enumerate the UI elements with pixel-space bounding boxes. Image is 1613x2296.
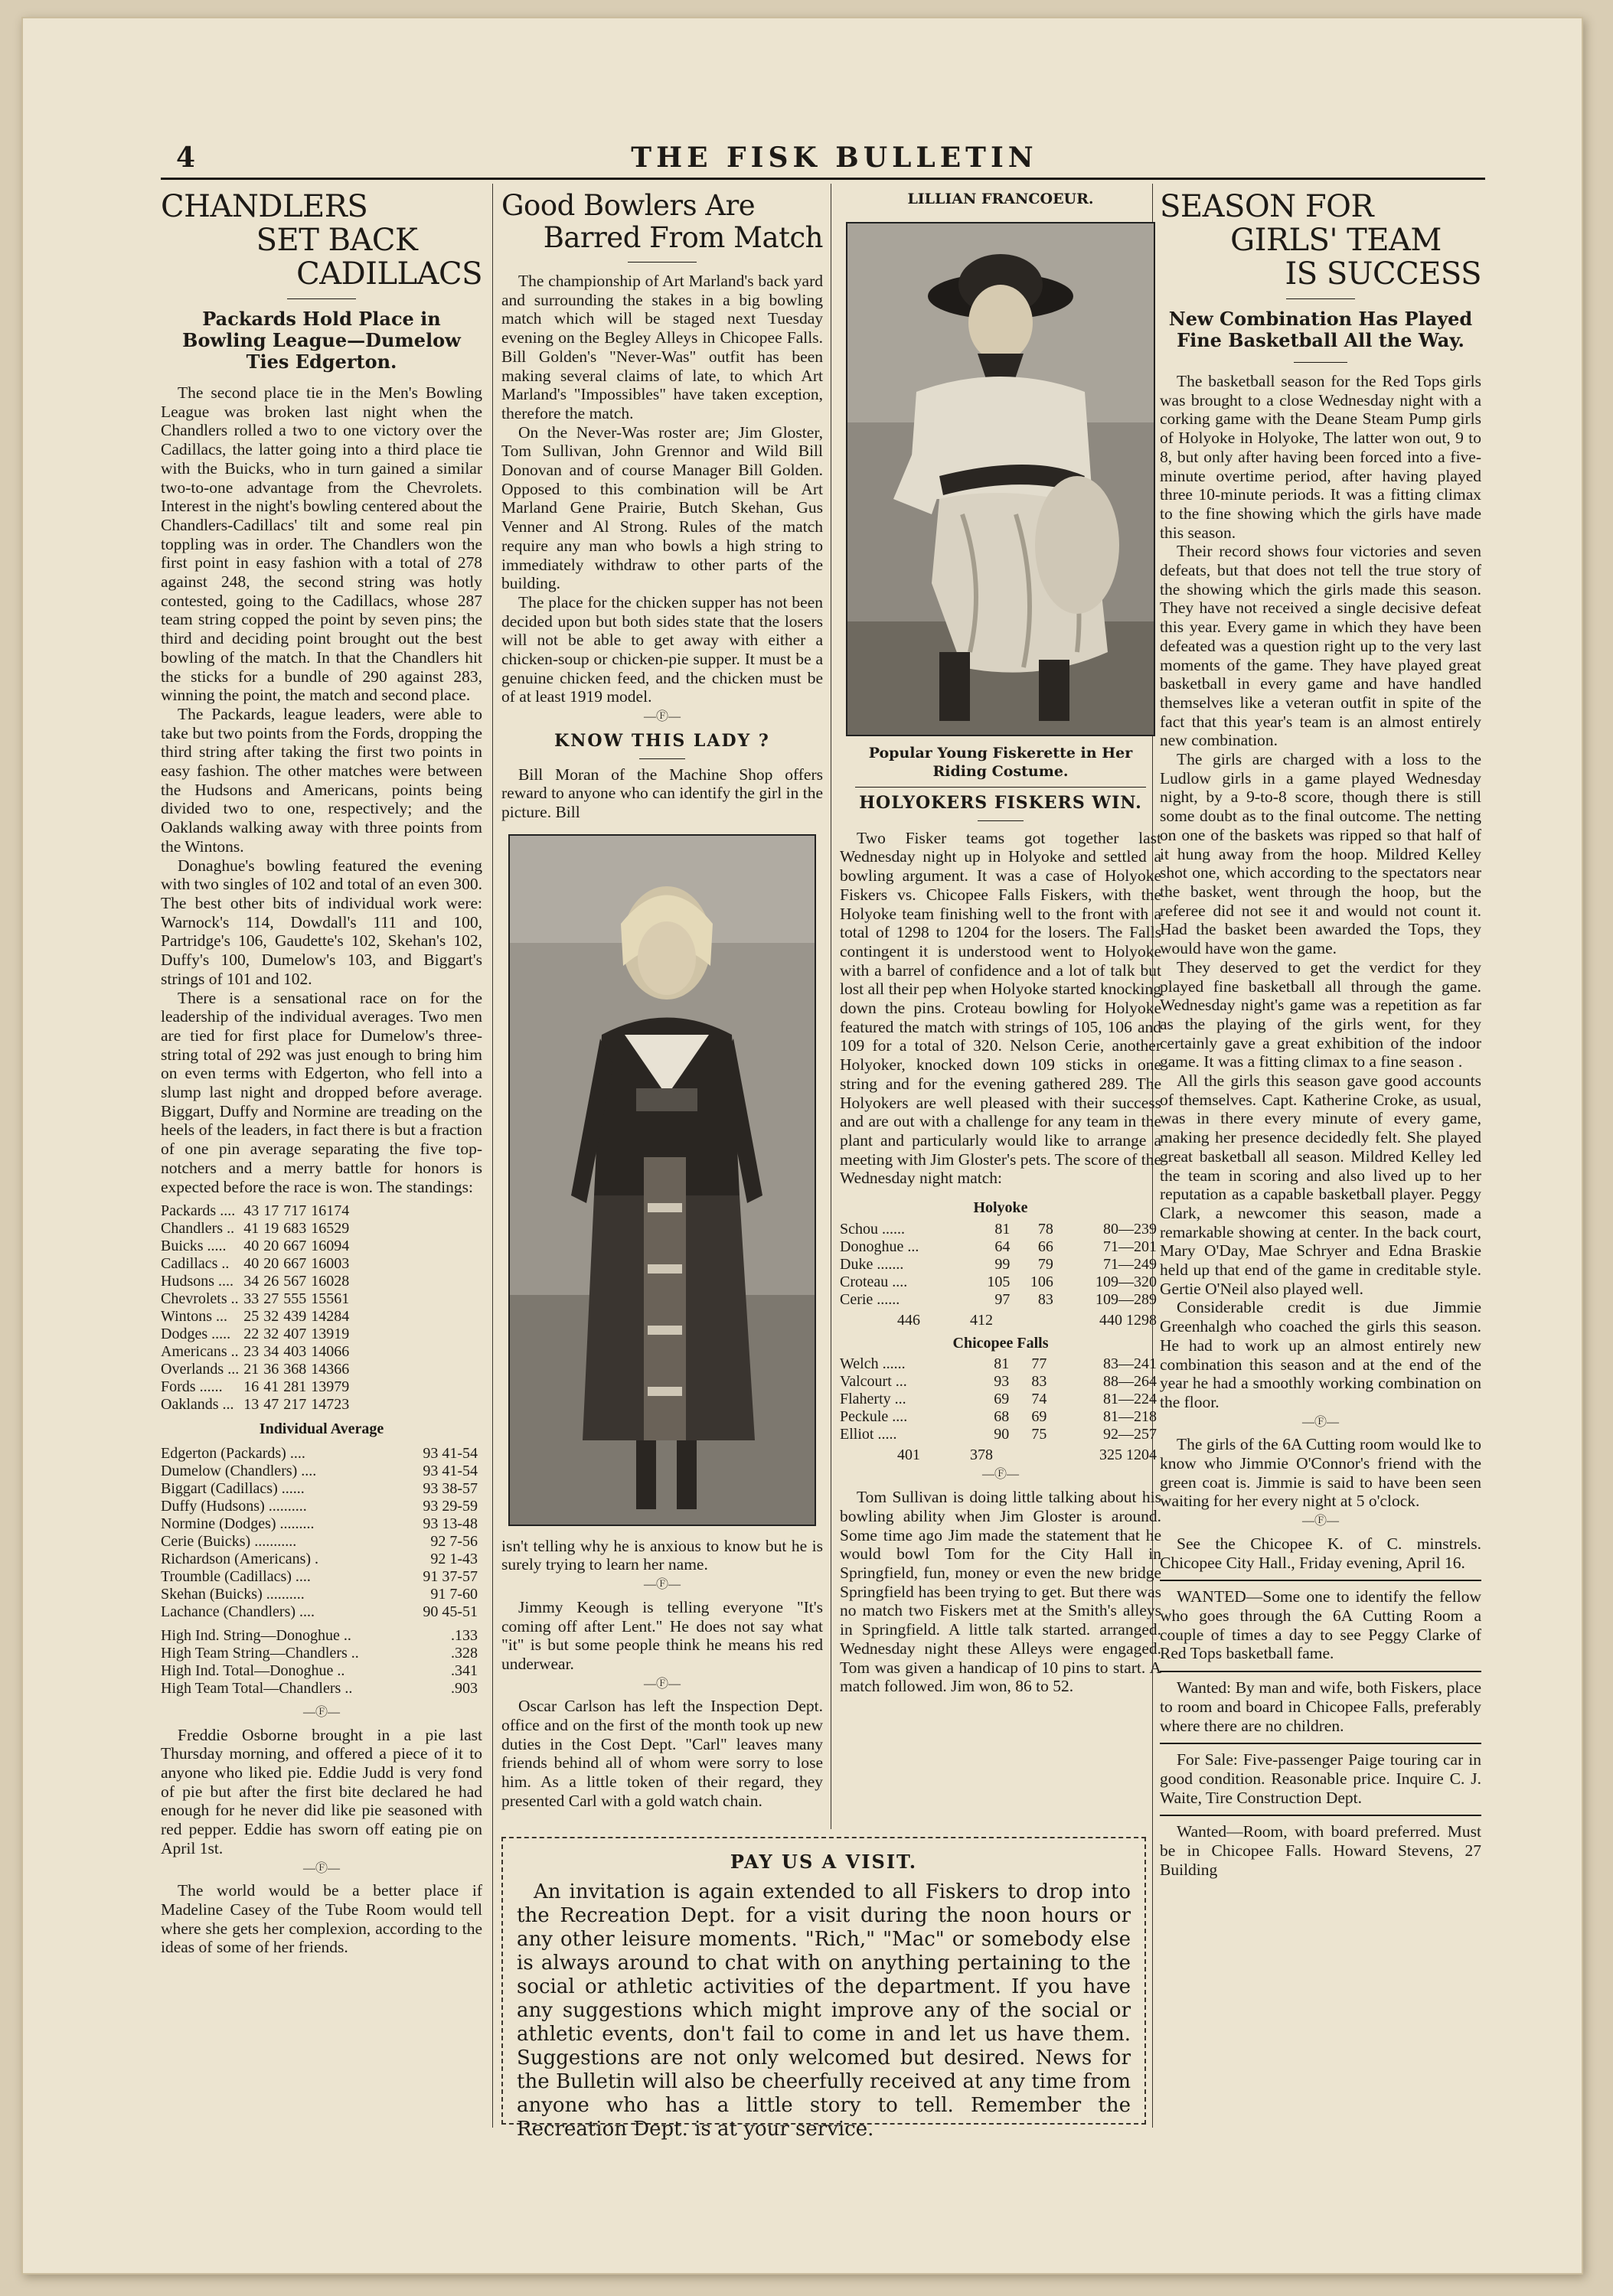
high-scores-table — [161, 1627, 482, 1698]
individual-row — [161, 1480, 482, 1498]
table-cell: 34 — [243, 1273, 260, 1290]
separator: —Ⓕ— — [1301, 1515, 1339, 1528]
table-cell: Elliot ..... — [840, 1426, 897, 1443]
headline-line: SEASON FOR — [1160, 189, 1374, 224]
table-cell: 93 29-59 — [423, 1497, 478, 1515]
table-cell: 32 — [263, 1326, 279, 1343]
score-row — [840, 1256, 1161, 1274]
table-cell: 412 — [970, 1311, 994, 1329]
divider — [1294, 362, 1347, 363]
table-cell: 41 — [243, 1220, 260, 1238]
holyokers-heading: HOLYOKERS FISKERS WIN. — [859, 793, 1142, 813]
table-cell: Croteau .... — [840, 1273, 908, 1290]
table-cell — [840, 1446, 852, 1464]
headline-line: CHANDLERS — [161, 189, 368, 224]
classified-ad — [1160, 1815, 1481, 1879]
table-cell: Richardson (Americans) . — [161, 1550, 319, 1567]
table-cell: 32 — [263, 1308, 279, 1326]
table-cell: Valcourt ... — [840, 1373, 907, 1391]
table-cell: .328 — [451, 1644, 478, 1662]
table-cell: 567 — [283, 1273, 307, 1290]
article-paragraph: They deserved to get the verdict for they played fine basketball all through the game. Wednesday night's game was a repetition as far as the playing of the girls went, for they certainly gave a great exhibition of the indoor game. It was a fitting climax to a fine season . — [1160, 957, 1481, 1071]
table-cell: 83 — [1037, 1290, 1053, 1308]
table-cell: 407 — [283, 1326, 307, 1343]
headline-line: GIRLS' TEAM — [1230, 223, 1442, 258]
ad-text: Wanted—Room, with board preferred. Must be in Chicopee Falls. Howard Stevens, 27 Building — [1160, 1822, 1481, 1879]
standings-row — [161, 1255, 354, 1273]
standings-row — [161, 1396, 354, 1414]
individual-row — [161, 1568, 482, 1586]
divider — [287, 298, 356, 299]
photo-title: LILLIAN FRANCOEUR. — [907, 191, 1094, 207]
table-cell: Buicks ..... — [161, 1238, 227, 1255]
table-cell: High Team String—Chandlers .. — [161, 1644, 359, 1662]
article-paragraph: The second place tie in the Men's Bowling League was broken last night when the Chandlers rolled a two to one victory over the Cadillacs, the latter going into a third place tie with the Buicks, who in turn gained a similar two-to-one advantage from the Chevrolets. Interest in the night's bowling centered about the Chandlers-Cadillacs' tilt and some real pin toppling was in order. The Chandlers won the first point in easy fashion with a total of 278 against 248, the second string was hotly contested, going to the Cadillacs, whose 287 team string copped the point by seven pins; the third and deciding point brought out the best bowling of the match. In that the Chandlers hit the sticks for a bundle of 290 against 283, winning the point, the match and second place. — [161, 383, 482, 705]
article-paragraph: There is a sensational race on for the leadership of the individual averages. Two men are tied for first place for Dumelow's three-string total of 292 was just enough to bring him on even terms with Edgerton, who fell into a slump last night and dropped before average. Biggart, Duffy and Normine are treading on the heels of the leaders, in fact there is but a fraction of one pin average separating the five top-notchers and a merry battle for honors is expected before the race is won. The standings: — [161, 988, 482, 1196]
cutting-room-item: The girls of the 6A Cutting room would lke to know who Jimmie O'Connor's friend with the green coat is. Jimmie is said to have been seen waiting for her every night at 5 o'clock. — [1160, 1435, 1481, 1511]
headline-line: Barred From Match — [543, 221, 823, 254]
classified-ad — [1160, 1580, 1481, 1663]
table-cell: 22 — [243, 1326, 260, 1343]
standings-row — [161, 1290, 354, 1308]
standings-row — [161, 1361, 354, 1378]
table-cell: 667 — [283, 1255, 307, 1273]
divider — [978, 820, 1024, 821]
table-cell: 717 — [283, 1202, 307, 1220]
table-cell: 97 — [994, 1290, 1011, 1308]
individual-row — [161, 1515, 482, 1533]
chicopee-totals — [840, 1446, 1161, 1464]
table-cell: 106 — [1030, 1273, 1053, 1290]
mystery-lady-photo — [508, 834, 816, 1526]
table-cell: Packards .... — [161, 1202, 236, 1220]
season-headline — [1160, 190, 1481, 291]
article-paragraph: The place for the chicken supper has not been decided upon but both sides state that the losers will not be able to get away with either a chicken-soup or chicken-pie supper. It must be a genuine chicken feed, and the chicken must be of at least 1919 model. — [501, 592, 823, 706]
lady-photo-image — [510, 836, 815, 1525]
table-cell: Duffy (Hudsons) .......... — [161, 1497, 307, 1515]
individual-average-heading: Individual Average — [259, 1420, 384, 1438]
table-cell: .341 — [451, 1662, 478, 1679]
table-cell: 16094 — [311, 1238, 350, 1255]
table-cell: 325 1204 — [1099, 1446, 1157, 1464]
know-this-lady-heading: KNOW THIS LADY ? — [554, 730, 770, 751]
table-cell: 81 — [994, 1220, 1011, 1238]
table-cell: 43 — [243, 1202, 260, 1220]
table-cell: Lachance (Chandlers) .... — [161, 1603, 315, 1620]
table-cell: Peckule .... — [840, 1408, 908, 1426]
article-paragraph: The basketball season for the Red Tops girls was brought to a close Wednesday night with a corking game with the Deane Steam Pump girls of Holyoke in Holyoke, The latter won out, 9 to 8, but only after having been forced into a five-minute overtime period, after having played three 10-minute periods. It was a fitting climax to the fine showing which the girls have made this season. — [1160, 372, 1481, 542]
table-cell: 14723 — [311, 1396, 350, 1414]
table-cell: Troumble (Cadillacs) .... — [161, 1567, 311, 1585]
classified-ad — [1160, 1671, 1481, 1735]
masthead — [176, 142, 1493, 177]
table-cell: 16003 — [311, 1255, 350, 1273]
separator: —Ⓕ— — [643, 1578, 681, 1592]
table-cell: 20 — [263, 1255, 279, 1273]
table-cell: 34 — [263, 1343, 279, 1361]
table-cell: 93 — [994, 1373, 1010, 1391]
column-rule — [492, 184, 493, 2128]
score-row — [840, 1274, 1161, 1291]
chandlers-headline — [161, 190, 482, 291]
article-paragraph: Their record shows four victories and seven defeats, but that does not tell the true story of the showing which the girls made this season. They have not received a single decisive defeat this year. Every game in which they have been defeated was a question right up to the very last moments of the game. They have played great basketball in every game and have handled themselves like a veteran outfit in spite of the fact that this year's team is an almost entirely new combination. — [1160, 542, 1481, 750]
table-cell: 17 — [263, 1202, 279, 1220]
table-cell: 13 — [243, 1396, 260, 1414]
score-row — [840, 1373, 1161, 1391]
standings-row — [161, 1273, 354, 1290]
table-cell: 80—239 — [1103, 1220, 1157, 1238]
table-cell: 81—224 — [1103, 1391, 1157, 1408]
classified-ad — [1160, 1743, 1481, 1807]
table-cell: 555 — [283, 1290, 307, 1308]
team-standings-table — [161, 1202, 354, 1414]
column-2 — [501, 184, 823, 1811]
keough-item: Jimmy Keough is telling everyone "It's coming off after Lent." He does not say what "it" is but some people think he means his red underwear. — [501, 1597, 823, 1673]
season-subhead: New Combination Has Played Fine Basketball All the Way. — [1168, 308, 1473, 351]
table-cell: Welch ...... — [840, 1355, 906, 1373]
table-cell: Cadillacs .. — [161, 1255, 230, 1273]
table-cell: 71—249 — [1103, 1255, 1157, 1273]
table-cell: 33 — [243, 1290, 260, 1308]
standings-row — [161, 1326, 354, 1343]
article-paragraph: Donaghue's bowling featured the evening with two singles of 102 and total of an even 300. The best other bits of individual work were: Warnock's 114, Dowdall's 111 and 100, Partridge's 106, Gaudette's 102, Skehan's 102, Duffy's 100, Dumelow's 103, and Biggart's strings of 101 and 102. — [161, 856, 482, 988]
publication-title: THE FISK BULLETIN — [631, 142, 1038, 174]
table-cell: 20 — [263, 1238, 279, 1255]
table-cell: 41 — [263, 1378, 279, 1396]
table-cell: 40 — [243, 1238, 260, 1255]
article-paragraph: Two Fisker teams got together last Wednesday night up in Holyoke and settled a bowling argument. It was a case of Holyoke Fiskers vs. Chicopee Falls Fiskers, with the Holyoke team finishing well to the front with a total of 1298 to 1204 for the losers. The Falls contingent it is understood went to Holyoke with a barrel of confidence and a lot of talk but lost all their pep when Holyoke started knocking down the pins. Croteau bowling for Holyoke featured the match with strings of 105, 106 and 109 for a total of 320. Nelson Cerie, another Holyoker, knocked down 109 sticks in one string and for the evening gathered 289. The Holyokers are well pleased with their success and are out with a challenge for any team in the plant and particularly would like to arrange a meeting with Jim Gloster's pets. The score of the Wednesday night match: — [840, 828, 1161, 1188]
visit-text: An invitation is again extended to all Fiskers to drop into the Recreation Dept. for a visit during the noon hours or any other leisure moments. "Rich," "Mac" or somebody else is always around to chat with on anything pertaining to the social or athletic activities of the department. If you have any suggestions which might improve any of the social or athletic events, don't fail to come in and let us have them. Suggestions are not only welcomed but desired. News for the Bulletin will also be cheerfully received at any time from anyone who has a little story to tell. Remember the Recreation Dept. is at your service. — [517, 1880, 1131, 2141]
total-row — [840, 1446, 1161, 1464]
headline-line: CADILLACS — [296, 256, 482, 292]
individual-row — [161, 1463, 482, 1480]
table-cell: 109—289 — [1095, 1290, 1157, 1308]
score-row — [840, 1426, 1161, 1443]
table-cell: 83—241 — [1103, 1355, 1157, 1373]
divider — [855, 787, 1146, 788]
holyoke-heading: Holyoke — [973, 1199, 1028, 1217]
table-cell: 439 — [283, 1308, 307, 1326]
table-cell: 83 — [1031, 1373, 1047, 1391]
lillian-francoeur-photo — [846, 222, 1155, 736]
table-cell: Flaherty ... — [840, 1391, 906, 1408]
article-paragraph: The Packards, league leaders, were able to take but two points from the Fords, dropping the third string after taking the first two points in easy fashion. The other matches were between the Hudsons and Americans, points being divided two to one, respectively; and the Oaklands walking away with three points from the Wintons. — [161, 704, 482, 856]
separator: —Ⓕ— — [981, 1468, 1019, 1482]
table-cell: 217 — [283, 1396, 307, 1414]
headline-line: SET BACK — [256, 223, 418, 258]
column-3 — [840, 184, 1161, 1696]
article-paragraph: Bill Moran of the Machine Shop offers reward to anyone who can identify the girl in the picture. Bill — [501, 765, 823, 821]
table-cell: 16174 — [311, 1202, 350, 1220]
table-cell: 91 37-57 — [423, 1567, 478, 1585]
article-paragraph: isn't telling why he is anxious to know but he is surely trying to learn her name. — [501, 1536, 823, 1574]
table-cell: Oaklands ... — [161, 1396, 234, 1414]
table-cell: Dumelow (Chandlers) .... — [161, 1462, 317, 1479]
table-cell: .133 — [451, 1626, 478, 1644]
table-cell: High Ind. Total—Donoghue .. — [161, 1662, 345, 1679]
table-cell: 36 — [263, 1361, 279, 1378]
table-cell: Normine (Dodges) ......... — [161, 1515, 315, 1532]
standings-row — [161, 1238, 354, 1255]
table-cell: 440 1298 — [1099, 1311, 1157, 1329]
chicopee-score-table — [840, 1355, 1161, 1443]
separator: —Ⓕ— — [302, 1705, 340, 1719]
table-cell: Schou ...... — [840, 1220, 905, 1238]
article-paragraph: On the Never-Was roster are; Jim Gloster, Tom Sullivan, John Grennor and Wild Bill Donovan and of course Manager Bill Golden. Opposed to this combination will be Art Marland Gene Prairie, Butch Skehan, Gus Venner and Al Strong. Rules of the match require any man who bowls a high string to immediately withdraw to other parts of the building. — [501, 422, 823, 593]
table-cell: 93 13-48 — [423, 1515, 478, 1532]
table-cell: 91 7-60 — [430, 1585, 478, 1603]
standings-row — [161, 1378, 354, 1396]
standings-row — [161, 1202, 354, 1220]
table-cell: 47 — [263, 1396, 279, 1414]
page-number: 4 — [176, 142, 196, 174]
table-cell: Hudsons .... — [161, 1273, 234, 1290]
headline-line: IS SUCCESS — [1285, 256, 1481, 292]
table-cell: Chandlers .. — [161, 1220, 235, 1238]
separator: —Ⓕ— — [643, 710, 681, 724]
score-row — [840, 1355, 1161, 1373]
article-paragraph: Considerable credit is due Jimmie Greenhalgh who coached the girls this season. He had to work up an almost entirely new combination this season and at the end of the year he had a smoothly working combination on the floor. — [1160, 1298, 1481, 1411]
ad-text: Wanted: By man and wife, both Fiskers, place to room and board in Chicopee Falls, preferably where there are no children. — [1160, 1678, 1481, 1735]
table-cell: 378 — [970, 1446, 994, 1464]
total-row — [840, 1312, 1161, 1329]
table-cell: Americans .. — [161, 1343, 239, 1361]
table-cell: 403 — [283, 1343, 307, 1361]
table-cell: 90 — [994, 1426, 1010, 1443]
score-row — [840, 1291, 1161, 1309]
table-cell: 93 38-57 — [423, 1479, 478, 1497]
holyoke-totals — [840, 1312, 1161, 1329]
table-cell: 13979 — [311, 1378, 350, 1396]
table-cell: Cerie ...... — [840, 1290, 900, 1308]
table-cell: 69 — [1031, 1408, 1047, 1426]
individual-row — [161, 1533, 482, 1551]
separator: —Ⓕ— — [643, 1677, 681, 1691]
table-cell: High Ind. String—Donoghue .. — [161, 1626, 351, 1644]
table-cell: 81 — [994, 1355, 1010, 1373]
ad-text: WANTED—Some one to identify the fellow who goes through the 6A Cutting Room a couple of times a day to see Peggy Clarke of Red Tops basketball fame. — [1160, 1587, 1481, 1663]
table-cell: Edgerton (Packards) .... — [161, 1444, 305, 1462]
minstrels-item: See the Chicopee K. of C. minstrels. Chicopee City Hall., Friday evening, April 16. — [1160, 1534, 1481, 1572]
high-score-row — [161, 1662, 482, 1680]
freddie-item: Freddie Osborne brought in a pie last Thursday morning, and offered a piece of it to anyone who liked pie. Eddie Judd is very fond of pie but after the first bite declared he had enough for he never did like pie seasoned with red pepper. Eddie has sworn off eating pie on April 1st. — [161, 1725, 482, 1857]
table-cell: 66 — [1037, 1238, 1053, 1255]
individual-average-table — [161, 1445, 482, 1621]
table-cell: Duke ....... — [840, 1255, 904, 1273]
separator: —Ⓕ— — [302, 1861, 340, 1875]
table-cell: 281 — [283, 1378, 307, 1396]
table-cell: 19 — [263, 1220, 279, 1238]
table-cell: Biggart (Cadillacs) ...... — [161, 1479, 305, 1497]
article-paragraph: All the girls this season gave good accounts of themselves. Capt. Katherine Croke, as usual, was in there every minute of every game, making her presence decidedly felt. She played great basketball all season. Mildred Kelley led the team in scoring and also lived up to her reputation as a capable basketball player. Peggy Clark, a newcomer this season, made a remarkable showing at center. In the back court, Mary O'Day, Mae Schryer and Edna Braskie held up that end of the game in creditable style. Gertie O'Neil also played well. — [1160, 1071, 1481, 1298]
chicopee-heading: Chicopee Falls — [952, 1334, 1049, 1352]
table-cell: 13919 — [311, 1326, 350, 1343]
table-cell: 79 — [1037, 1255, 1053, 1273]
high-score-row — [161, 1627, 482, 1645]
table-cell: 16 — [243, 1378, 260, 1396]
column-1 — [161, 184, 482, 1957]
divider — [628, 262, 697, 263]
headline-line: Good Bowlers Are — [501, 189, 756, 222]
table-cell: Dodges ..... — [161, 1326, 231, 1343]
photo-caption: Popular Young Fiskerette in Her Riding Costume. — [868, 745, 1133, 780]
table-cell: 15561 — [311, 1290, 350, 1308]
table-cell: 78 — [1037, 1220, 1053, 1238]
divider — [1286, 298, 1355, 299]
table-cell: Fords ...... — [161, 1378, 223, 1396]
table-cell: Chevrolets .. — [161, 1290, 239, 1308]
table-cell: Donoghue ... — [840, 1238, 919, 1255]
madeline-item: The world would be a better place if Madeline Casey of the Tube Room would tell where she gets her complexion, according to the ideas of some of her friends. — [161, 1881, 482, 1957]
standings-row — [161, 1220, 354, 1238]
individual-row — [161, 1586, 482, 1603]
table-cell: 368 — [283, 1361, 307, 1378]
individual-row — [161, 1498, 482, 1515]
table-cell: 23 — [243, 1343, 260, 1361]
cowgirl-photo-image — [847, 223, 1154, 735]
standings-row — [161, 1343, 354, 1361]
table-cell: 667 — [283, 1238, 307, 1255]
high-score-row — [161, 1645, 482, 1662]
header-rule — [161, 178, 1485, 180]
standings-row — [161, 1308, 354, 1326]
table-cell: 105 — [987, 1273, 1011, 1290]
table-cell: 64 — [994, 1238, 1011, 1255]
table-cell: 92—257 — [1103, 1426, 1157, 1443]
score-row — [840, 1391, 1161, 1408]
table-cell: 99 — [994, 1255, 1011, 1273]
table-cell: 40 — [243, 1255, 260, 1273]
table-cell: 401 — [896, 1446, 920, 1464]
table-cell: 69 — [994, 1391, 1010, 1408]
score-row — [840, 1238, 1161, 1256]
visit-heading: PAY US A VISIT. — [730, 1851, 918, 1873]
table-cell: 92 7-56 — [430, 1532, 478, 1550]
table-cell — [840, 1312, 852, 1329]
individual-row — [161, 1445, 482, 1463]
table-cell: 14366 — [311, 1361, 350, 1378]
table-cell: Wintons ... — [161, 1308, 227, 1326]
holyoke-score-table — [840, 1221, 1161, 1309]
column-4 — [1160, 184, 1481, 1879]
table-cell: 25 — [243, 1308, 260, 1326]
table-cell: 16529 — [311, 1220, 350, 1238]
table-cell: 71—201 — [1103, 1238, 1157, 1255]
table-cell: 446 — [896, 1311, 920, 1329]
table-cell: 90 45-51 — [423, 1603, 478, 1620]
table-cell: 74 — [1031, 1391, 1047, 1408]
table-cell: 21 — [243, 1361, 260, 1378]
individual-row — [161, 1603, 482, 1621]
table-cell: 93 41-54 — [423, 1444, 478, 1462]
table-cell: 109—320 — [1095, 1273, 1157, 1290]
table-cell: 93 41-54 — [423, 1462, 478, 1479]
sullivan-item: Tom Sullivan is doing little talking about his bowling ability when Jim Gloster is around. Some time ago Jim made the statement that he would bowl Tom for the City Hall in Springfield, fun, money or even the new bridge Springfield has been trying to get. But there was no match two Fiskers met at the Smith's alleys in Springfield. A little talk started. arranged. Wednesday night these Alleys were engaged. Tom was given a handicap of 10 pins to start. A match followed. Jim won, 86 to 52. — [840, 1488, 1161, 1696]
table-cell: Overlands ... — [161, 1361, 240, 1378]
score-row — [840, 1221, 1161, 1238]
table-cell: 92 1-43 — [430, 1550, 478, 1567]
table-cell: Cerie (Buicks) ........... — [161, 1532, 297, 1550]
chandlers-subhead: Packards Hold Place in Bowling League—Dumelow Ties Edgerton. — [182, 308, 461, 373]
high-score-row — [161, 1680, 482, 1698]
table-cell: 68 — [994, 1408, 1010, 1426]
carlson-item: Oscar Carlson has left the Inspection Dept. office and on the first of the month took up new duties in the Cost Dept. "Carl" leaves many friends behind all of whom were sorry to lose him. As a little token of their regard, they presented Carl with a gold watch chain. — [501, 1697, 823, 1810]
table-cell: 77 — [1031, 1355, 1047, 1373]
table-cell: .903 — [451, 1679, 478, 1697]
table-cell: 88—264 — [1103, 1373, 1157, 1391]
table-cell: 14284 — [311, 1308, 350, 1326]
pay-us-a-visit-box — [501, 1837, 1146, 2141]
bowlers-headline — [501, 190, 823, 254]
article-paragraph: The girls are charged with a loss to the Ludlow girls in a game played Wednesday night, by a 9-to-8 score, though there is still some doubt as to the final outcome. The netting on one of the baskets was ripped so that half of it hung away from the hoop. Mildred Kelley shot one, which according to the spectators near the basket, went through the hoop, but the referee did not see it and would not count it. Had the basket been awarded the Tops, they would have won the game. — [1160, 750, 1481, 958]
ad-text: For Sale: Five-passenger Paige touring car in good condition. Reasonable price. Inquire C. J. Waite, Tire Construction Dept. — [1160, 1750, 1481, 1807]
table-cell: 683 — [283, 1220, 307, 1238]
table-cell: 81—218 — [1103, 1408, 1157, 1426]
table-cell: 14066 — [311, 1343, 350, 1361]
table-cell: High Team Total—Chandlers .. — [161, 1679, 353, 1697]
table-cell: 27 — [263, 1290, 279, 1308]
separator: —Ⓕ— — [1301, 1415, 1339, 1429]
table-cell: 75 — [1031, 1426, 1047, 1443]
table-cell: Skehan (Buicks) .......... — [161, 1585, 305, 1603]
divider — [639, 758, 685, 759]
table-cell: 26 — [263, 1273, 279, 1290]
score-row — [840, 1408, 1161, 1426]
table-cell: 16028 — [311, 1273, 350, 1290]
article-paragraph: The championship of Art Marland's back yard and surrounding the stakes in a big bowling match which will be staged next Tuesday evening on the Begley Alleys in Chicopee Falls. Bill Golden's "Never-Was" outfit has been making several claims of late, to which Art Marland's "Impossibles" have taken exception, therefore the match. — [501, 272, 823, 422]
individual-row — [161, 1551, 482, 1568]
